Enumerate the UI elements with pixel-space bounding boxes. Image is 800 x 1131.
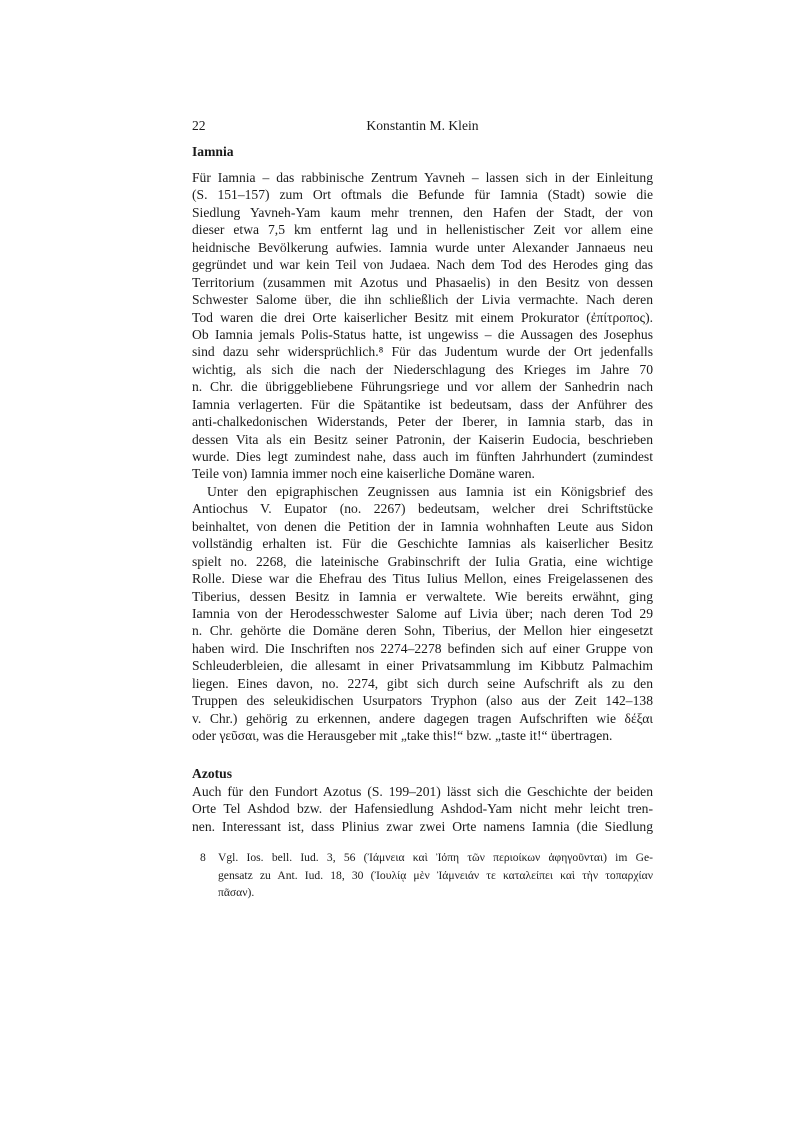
text-line: gensatz zu Ant. Iud. 18, 30 (Ἰουλίᾳ μὲν Ἰάμνειάν τε καταλείπει καὶ τὴν τοπαρχίαν <box>218 868 653 882</box>
text-line: Unter den epigraphischen Zeugnissen aus Iamnia ist ein Königsbrief des <box>207 483 653 499</box>
paragraph <box>192 783 653 835</box>
text-line: Auch für den Fundort Azotus (S. 199–201) lässt sich die Geschichte der beiden <box>192 784 653 799</box>
text-line: Iamnia verlagerten. Für die Spätantike ist bedeutsam, dass der Anführer des <box>192 396 653 412</box>
section-body-iamnia <box>192 169 653 744</box>
text-line: Schleuderbleien, die allesamt in einer Privatsammlung im Kibbutz Palmachim <box>192 658 653 674</box>
text-line: Iamnia von der Herodesschwester Salome auf Livia über; nach deren Tod 29 <box>192 605 653 621</box>
text-line: vollständig erhalten ist. Für die Geschichte Iamnias als kaiserlicher Besitz <box>192 536 653 552</box>
text-line: Truppen des seleukidischen Usurpators Tryphon (also aus der Zeit 142–138 <box>192 693 653 709</box>
text-line: dieser etwa 7,5 km entfernt lag und in hellenistischer Zeit vor allem eine <box>192 222 653 238</box>
text-line: Orte Tel Ashdod bzw. der Hafensiedlung Ashdod-Yam nicht mehr leicht tren- <box>192 801 653 817</box>
text-line: Vgl. Ios. bell. Iud. 3, 56 (Ἰάμνεια καὶ Ἰόπη τῶν περιοίκων ἀφηγοῦνται) im Ge- <box>218 851 653 864</box>
text-line: wichtig, als sich die nach der Niederschlagung des Krieges im Jahre 70 <box>192 361 653 377</box>
text-line: Schwester Salome über, die ihn schließlich der Livia vermachte. Nach deren <box>192 292 653 308</box>
text-line: Für Iamnia – das rabbinische Zentrum Yavneh – lassen sich in der Einleitung <box>192 170 653 185</box>
text-line: Rolle. Diese war die Ehefrau des Titus Iulius Mellon, eines Freigelassenen des <box>192 571 653 587</box>
text-line: sind dazu sehr widersprüchlich.⁸ Für das Judentum wurde der Ort jedenfalls <box>192 344 653 360</box>
text-line: Ob Iamnia jemals Polis-Status hatte, ist ungewiss – die Aussagen des Josephus <box>192 326 653 342</box>
text-line: wurde. Dies legt zumindest nahe, dass auch im fünften Jahrhundert (zumindest <box>192 449 653 464</box>
text-line: oder γεῦσαι, was die Herausgeber mit „take this!“ bzw. „taste it!“ übertragen. <box>192 728 613 743</box>
text-line: Teile von) Iamnia immer noch eine kaiserliche Domäne waren. <box>192 466 535 482</box>
text-line: πᾶσαν). <box>218 886 255 900</box>
page-number: 22 <box>192 118 206 133</box>
text-line: Territorium (zusammen mit Azotus und Phasaelis) in den Besitz von dessen <box>192 274 653 290</box>
text-line: (S. 151–157) zum Ort oftmals die Befunde für Iamnia (Stadt) sowie die <box>192 187 653 203</box>
text-line: spielt no. 2268, die lateinische Grabinschrift der Iulia Gratia, eine wichtige <box>192 553 653 569</box>
section-body-azotus <box>192 783 653 835</box>
text-line: n. Chr. die übriggebliebene Führungsriege und vor allem der Sanhedrin nach <box>192 379 653 395</box>
running-header <box>192 118 653 136</box>
text-line: beinhaltet, von denen die Petition der in Iamnia wohnhaften Leute aus Sidon <box>192 518 653 534</box>
text-line: Tiberius, dessen Besitz in Iamnia er verwaltete. Wie bereits erwähnt, ging <box>192 588 653 604</box>
running-header-author: Konstantin M. Klein <box>366 118 479 133</box>
footnote-number: 8 <box>200 851 206 864</box>
paragraph <box>192 169 653 483</box>
text-line: n. Chr. gehörte die Domäne deren Sohn, Tiberius, der Mellon hier eingesetzt <box>192 623 653 639</box>
text-line: gegründet und war kein Teil von Judaea. Nach dem Tod des Herodes ging das <box>192 257 653 273</box>
text-line: Tod waren die drei Orte kaiserlicher Besitz mit einem Prokurator (ἐπίτροπος). <box>192 309 653 325</box>
text-line: Siedlung Yavneh-Yam kaum mehr trennen, den Hafen der Stadt, der von <box>192 204 653 220</box>
paragraph <box>192 483 653 745</box>
text-line: Antiochus V. Eupator (no. 2267) bedeutsam, welcher drei Schriftstücke <box>192 501 653 517</box>
text-line: v. Chr.) gehörig zu erkennen, andere dagegen tragen Aufschriften wie δέξαι <box>192 710 653 726</box>
text-line: haben wird. Die Inschriften nos 2274–2278 befinden sich auf einer Gruppe von <box>192 640 653 656</box>
text-line: heidnische Bevölkerung aufwies. Iamnia wurde unter Alexander Jannaeus neu <box>192 239 653 255</box>
section-heading-azotus: Azotus <box>192 766 233 781</box>
text-line: liegen. Eines davon, no. 2274, gibt sich durch seine Aufschrift als zu den <box>192 675 653 691</box>
footnote <box>192 849 653 902</box>
section-heading-iamnia: Iamnia <box>192 144 234 159</box>
text-line: dessen Vita als ein Besitz seiner Patronin, der Kaiserin Eudocia, beschrieben <box>192 431 653 447</box>
text-line: nen. Interessant ist, dass Plinius zwar zwei Orte namens Iamnia (die Siedlung <box>192 818 653 834</box>
text-line: anti-chalkedonischen Widerstands, Peter der Iberer, in Iamnia starb, das in <box>192 414 653 430</box>
footnote-text <box>218 849 653 902</box>
